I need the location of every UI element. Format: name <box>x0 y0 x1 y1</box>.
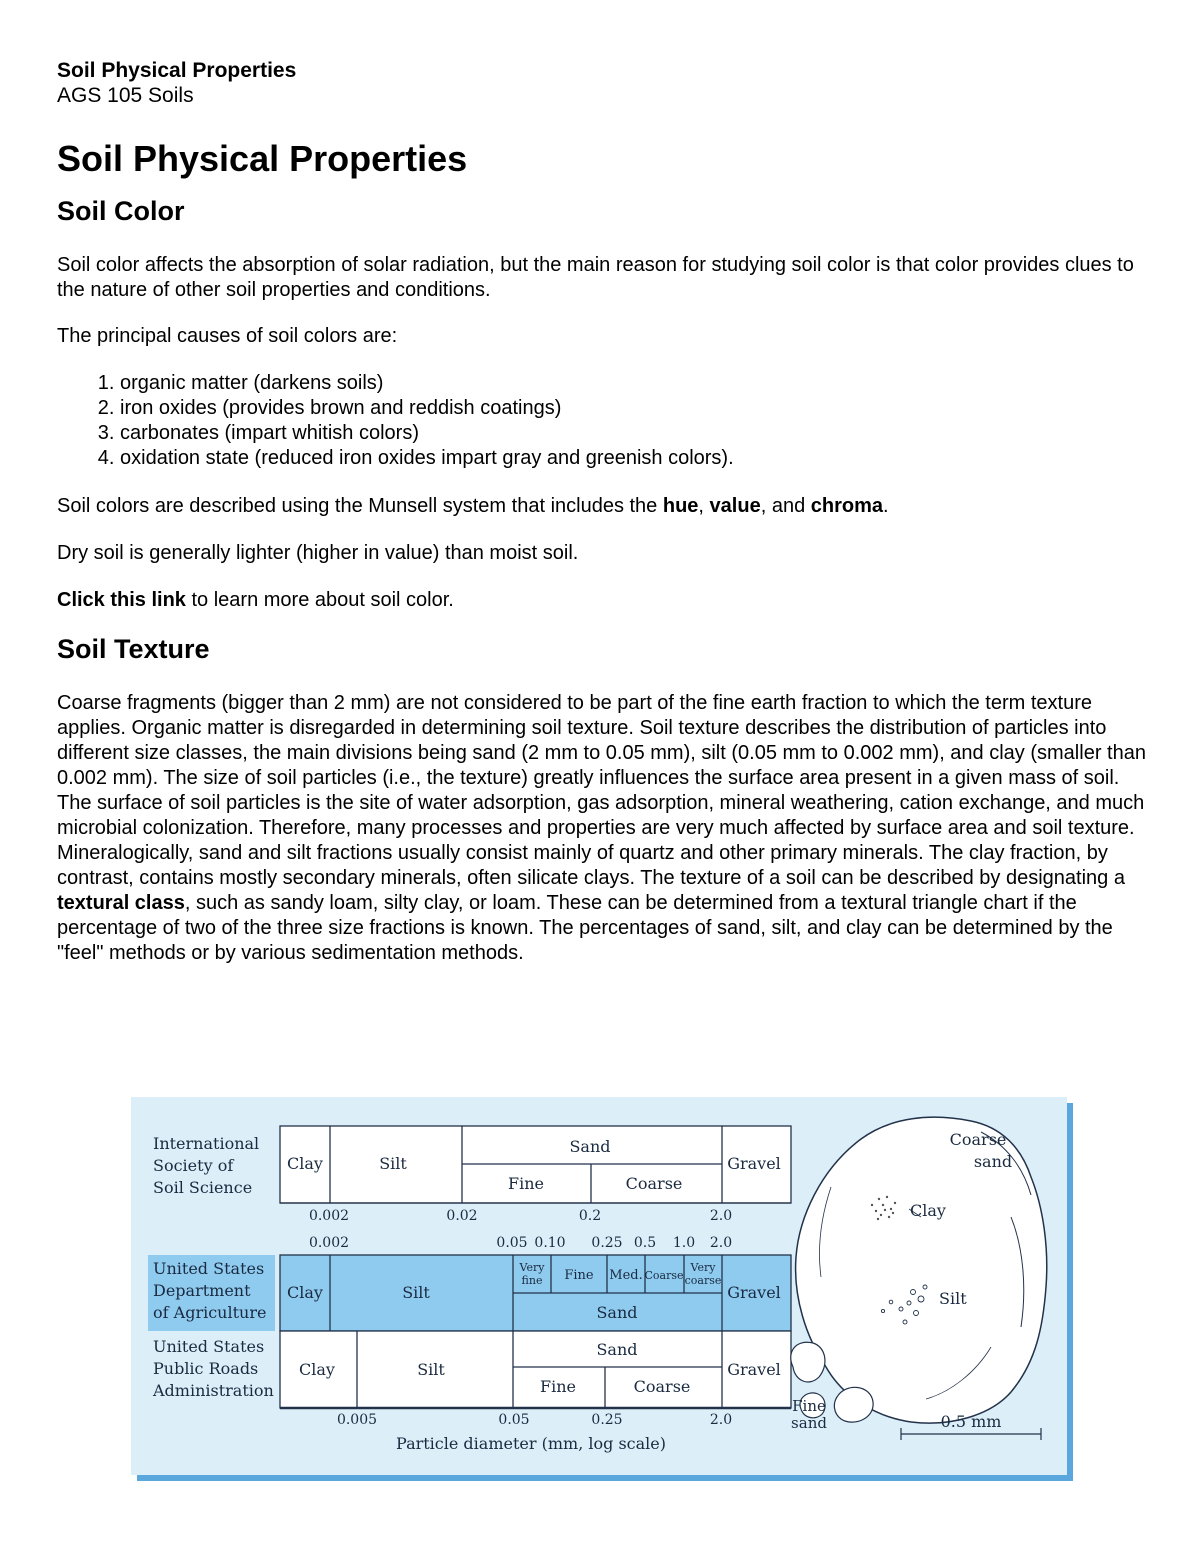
silt-label: Silt <box>939 1289 967 1308</box>
usda-clay: Clay <box>287 1283 323 1302</box>
usda-tick: 0.25 <box>591 1235 623 1251</box>
usda-tick: 0.10 <box>534 1235 566 1251</box>
usda-very-fine: fine <box>521 1274 543 1287</box>
header-title: Soil Physical Properties <box>57 59 297 82</box>
isss-coarse: Coarse <box>625 1174 683 1193</box>
usda-med: Med. <box>609 1268 643 1283</box>
usda-very-fine: Very <box>519 1261 545 1274</box>
list-item: 4. oxidation state (reduced iron oxides impart gray and greenish colors). <box>120 446 1152 471</box>
uspra-sand: Sand <box>596 1340 638 1359</box>
uspra-gravel: Gravel <box>727 1360 781 1379</box>
uspra-tick: 0.05 <box>498 1412 530 1428</box>
fine-sand-label: sand <box>791 1414 827 1432</box>
isss-clay: Clay <box>287 1154 323 1173</box>
usda-tick: 0.05 <box>496 1235 528 1251</box>
isss-tick: 0.02 <box>446 1208 478 1224</box>
link-rest-text: to learn more about soil color. <box>185 589 454 611</box>
usda-gravel: Gravel <box>727 1283 781 1302</box>
soil-texture-heading: Soil Texture <box>57 634 210 664</box>
soil-color-intro: Soil color affects the absorption of solar radiation, but the main reason for studying soil color is that color provides clues to the nature of other soil properties and conditions. <box>57 254 1134 301</box>
isss-tick: 2.0 <box>709 1208 733 1224</box>
particle-size-diagram <box>131 1097 1073 1481</box>
usda-very-coarse: coarse <box>684 1274 722 1287</box>
usda-label-line: United States <box>153 1259 265 1278</box>
munsell-end: . <box>883 495 889 517</box>
texture-text-end: , such as sandy loam, silty clay, or loam. These can be determined from a textural triangle chart if the percentage of two of the three size fractions is known. The percentages of sand, silt, and clay can be determined by the "feel" methods or by various sedimentation methods. <box>57 892 1113 964</box>
munsell-hue: hue <box>662 495 699 517</box>
usda-tick: 0.002 <box>308 1235 350 1251</box>
isss-fine: Fine <box>508 1174 544 1193</box>
soil-color-link-paragraph <box>57 588 1152 613</box>
axis-label: Particle diameter (mm, log scale) <box>396 1434 666 1453</box>
soil-color-causes-list <box>57 371 1152 471</box>
coarse-sand-label: Coarse <box>949 1130 1007 1149</box>
usda-label-line: Department <box>153 1281 251 1300</box>
soil-color-link[interactable]: Click this link <box>57 589 186 611</box>
isss-label-line: International <box>153 1134 260 1153</box>
document-page <box>57 58 1152 966</box>
usda-label-line: of Agriculture <box>153 1303 267 1322</box>
munsell-value: value <box>709 495 761 517</box>
isss-label-line: Soil Science <box>153 1178 253 1197</box>
coarse-sand-label: sand <box>973 1152 1013 1171</box>
usda-fine: Fine <box>564 1268 594 1283</box>
usda-silt: Silt <box>402 1283 430 1302</box>
munsell-text: Soil colors are described using the Munsell system that includes the <box>57 495 663 517</box>
header-course: AGS 105 Soils <box>57 84 194 107</box>
uspra-label-line: Administration <box>153 1381 274 1400</box>
texture-text: Coarse fragments (bigger than 2 mm) are not considered to be part of the fine earth fraction to which the term texture applies. Organic matter is disregarded in determining soil texture. Soil texture describes the distribution of particles into different size classes, the main divisions being sand (2 mm to 0.05 mm), silt (0.05 mm to 0.002 mm), and clay (smaller than 0.002 mm). The size of soil particles (i.e., the texture) greatly influences the surface area present in a given mass of soil. The surface of soil particles is the site of water adsorption, gas adsorption, mineral weathering, cation exchange, and much microbial colonization. Therefore, many processes and properties are very much affected by surface area and soil texture. Mineralogically, sand and silt fractions usually consist mainly of quartz and other primary minerals. The clay fraction, by contrast, contains mostly secondary minerals, often silicate clays. The texture of a soil can be described by designating a <box>57 692 1146 889</box>
usda-sand: Sand <box>596 1303 638 1322</box>
usda-tick: 0.5 <box>633 1235 657 1251</box>
uspra-clay: Clay <box>299 1360 335 1379</box>
isss-tick: 0.2 <box>578 1208 602 1224</box>
page-title: Soil Physical Properties <box>57 138 468 179</box>
isss-gravel: Gravel <box>727 1154 781 1173</box>
munsell-sep: , <box>698 495 710 517</box>
munsell-sep: , and <box>760 495 811 517</box>
textural-class-term: textural class <box>57 892 185 914</box>
particle-size-figure <box>131 1097 1073 1481</box>
isss-sand: Sand <box>569 1137 611 1156</box>
fine-sand-label: Fine <box>792 1397 826 1415</box>
fine-sand-grain-icon <box>834 1387 873 1422</box>
usda-very-coarse: Very <box>690 1261 716 1274</box>
clay-label: Clay <box>910 1201 946 1220</box>
uspra-silt: Silt <box>417 1360 445 1379</box>
list-item: 2. iron oxides (provides brown and reddish coatings) <box>120 396 1152 421</box>
list-item: 1. organic matter (darkens soils) <box>120 371 1152 396</box>
munsell-chroma: chroma <box>810 495 883 517</box>
uspra-label-line: United States <box>153 1337 265 1356</box>
dry-soil-note: Dry soil is generally lighter (higher in value) than moist soil. <box>57 542 579 564</box>
uspra-tick: 0.25 <box>591 1412 623 1428</box>
isss-label-line: Society of <box>153 1156 234 1175</box>
fine-sand-grain-icon <box>791 1342 825 1382</box>
isss-silt: Silt <box>379 1154 407 1173</box>
soil-color-causes-lead: The principal causes of soil colors are: <box>57 325 398 347</box>
usda-tick: 1.0 <box>672 1235 696 1251</box>
uspra-fine: Fine <box>540 1377 576 1396</box>
list-item: 3. carbonates (impart whitish colors) <box>120 421 1152 446</box>
uspra-label-line: Public Roads <box>153 1359 259 1378</box>
isss-tick: 0.002 <box>308 1208 350 1224</box>
uspra-tick: 0.005 <box>336 1412 378 1428</box>
usda-tick: 2.0 <box>709 1235 733 1251</box>
usda-coarse: Coarse <box>644 1269 684 1282</box>
soil-texture-paragraph <box>57 691 1152 966</box>
soil-color-heading: Soil Color <box>57 196 185 226</box>
munsell-paragraph <box>57 494 1152 519</box>
uspra-coarse: Coarse <box>633 1377 691 1396</box>
uspra-tick: 2.0 <box>709 1412 733 1428</box>
scale-label: 0.5 mm <box>940 1412 1002 1431</box>
